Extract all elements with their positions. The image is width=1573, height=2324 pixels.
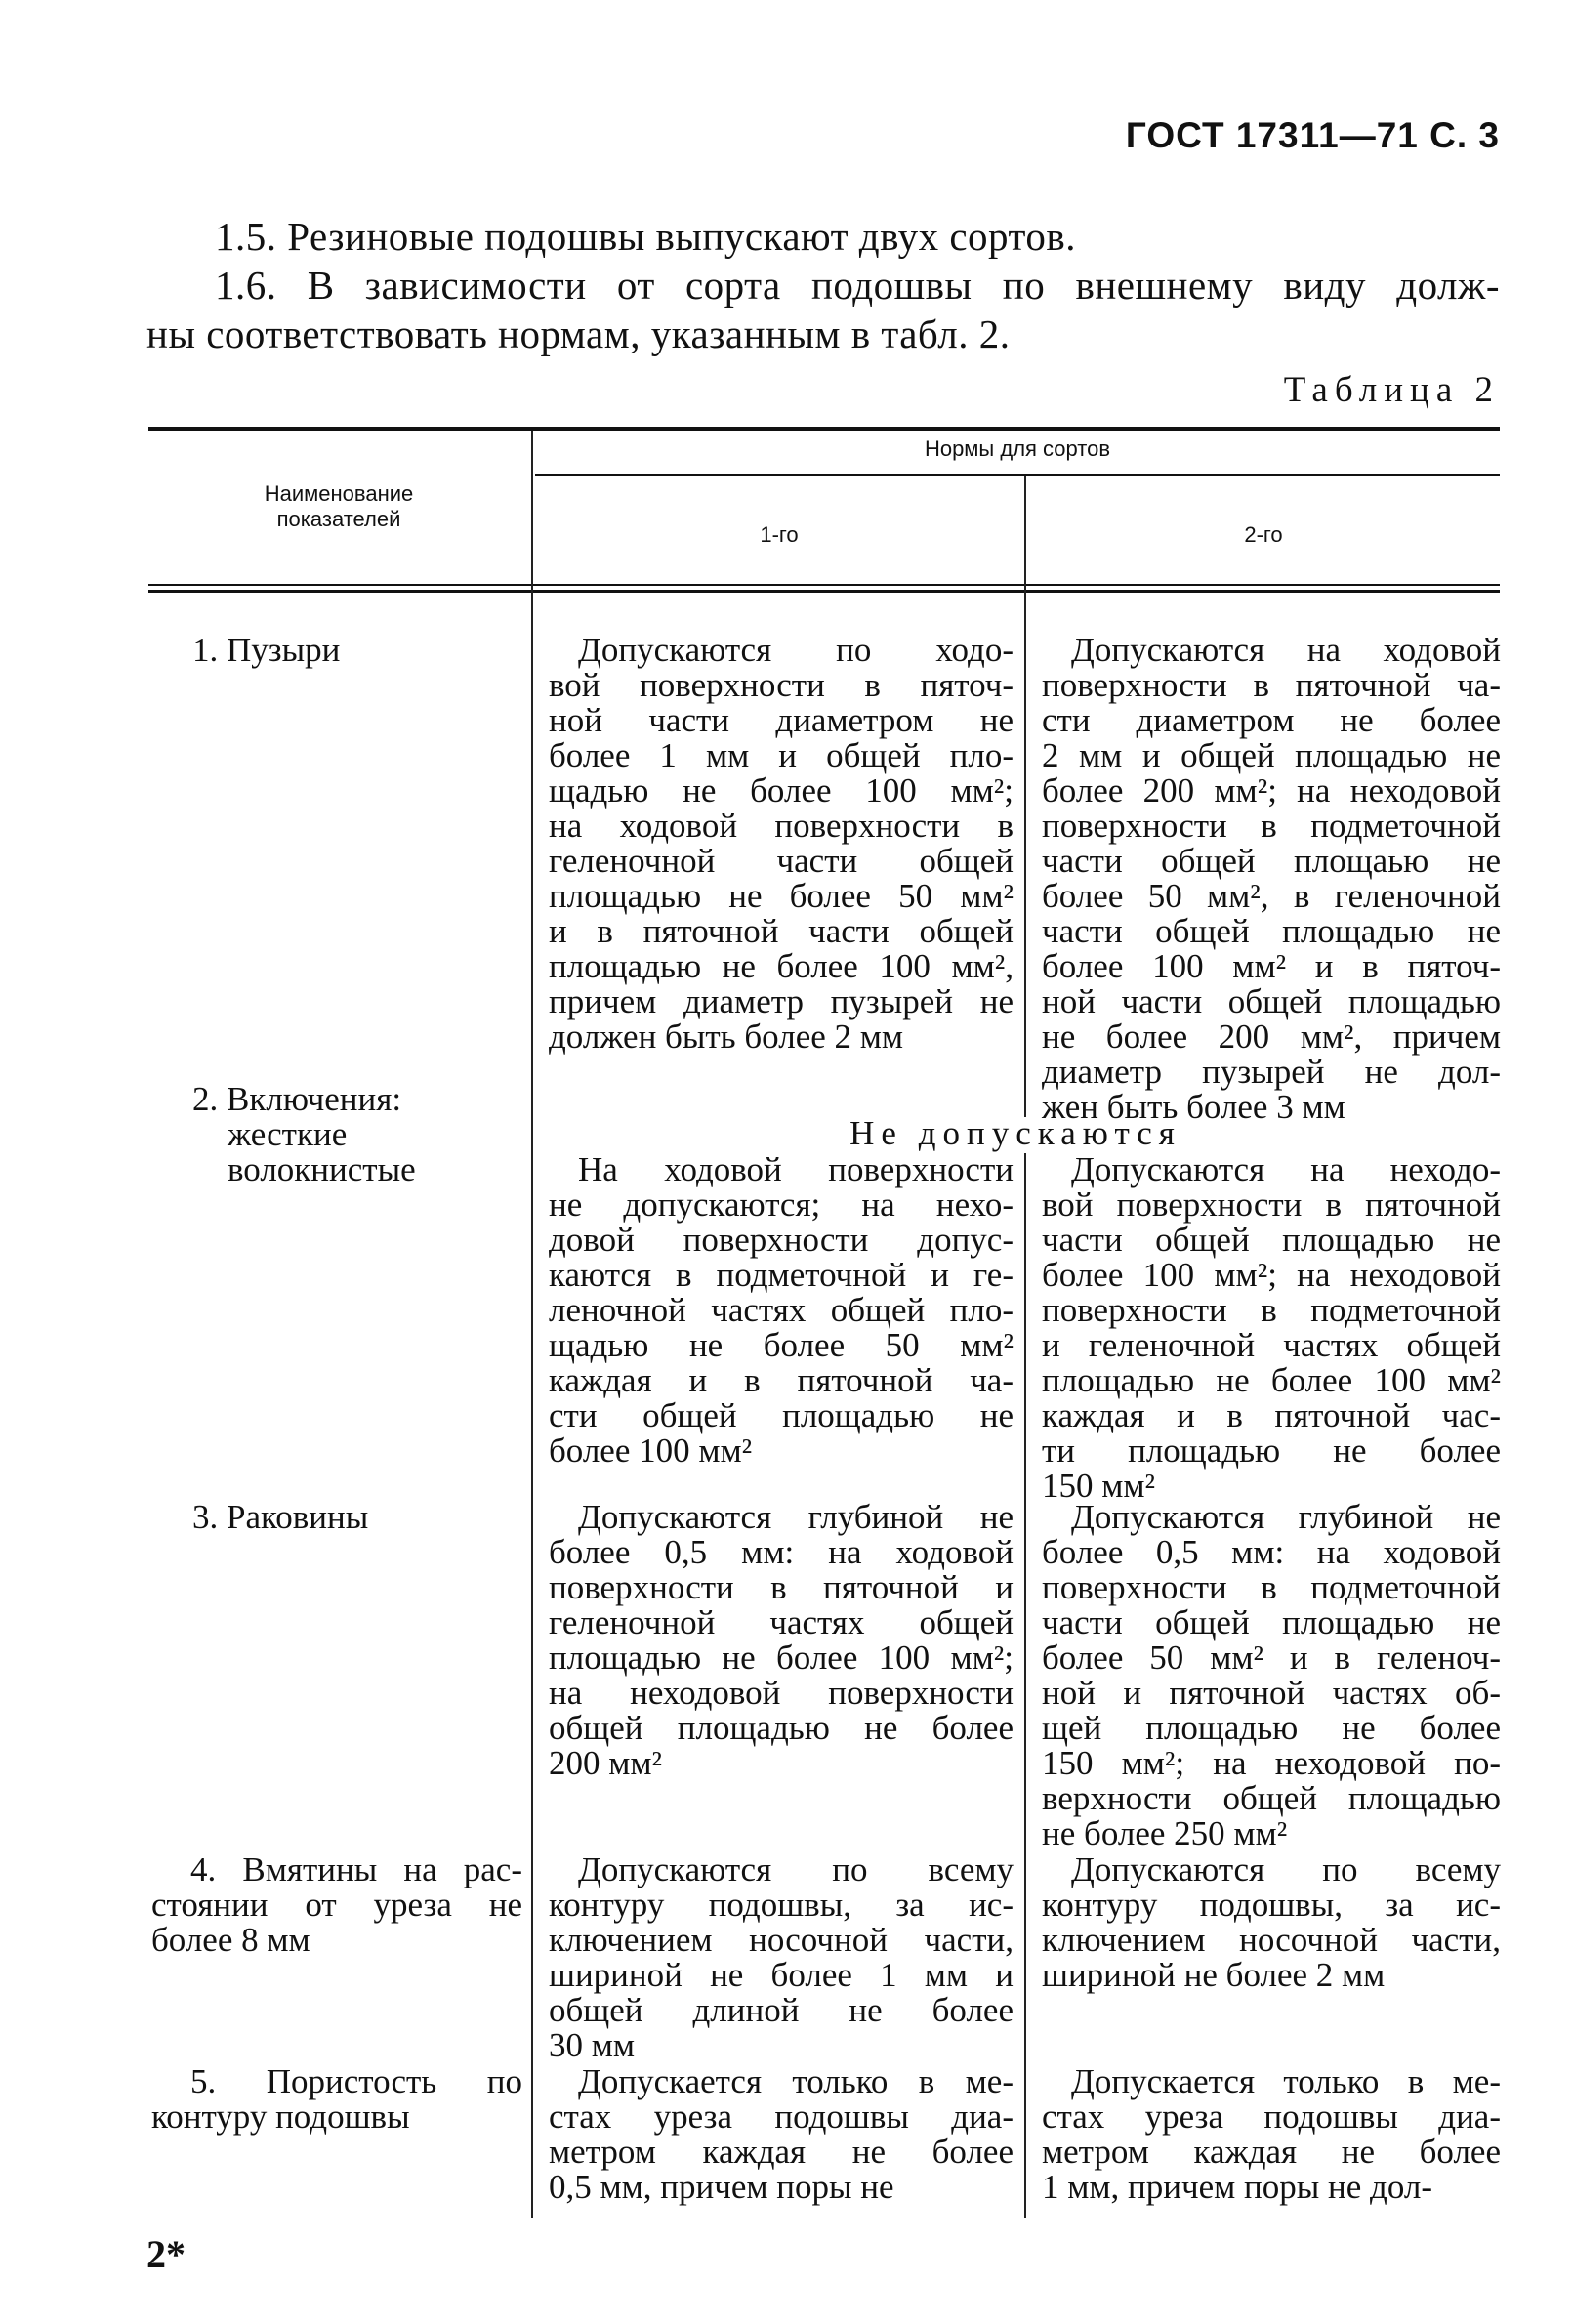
cell-line: поверхности в подметочной — [1042, 1568, 1501, 1606]
cell-line: более 100 мм² и в пяточ- — [1042, 947, 1501, 985]
cell-line: Допускается только в ме- — [1071, 2062, 1501, 2100]
row-5-name-line: 5. Пористость по — [190, 2062, 522, 2100]
cell-line: ключением носочной части, — [549, 1921, 1014, 1959]
cell-line: довой поверхности допус- — [549, 1221, 1014, 1259]
row-2-grade-2 — [1042, 1152, 1501, 1504]
cell-line: щей площадью не более — [1042, 1709, 1501, 1747]
cell-line: 2 мм и общей площадью не — [1042, 736, 1501, 774]
cell-line: контуру подошвы, за ис- — [1042, 1886, 1501, 1924]
cell-line: более 50 мм², в геленочной — [1042, 877, 1501, 915]
cell-line: жен быть более 3 мм — [1042, 1088, 1345, 1126]
cell-line: Допускается только в ме- — [578, 2062, 1014, 2100]
cell-line: вой поверхности в пяточной — [1042, 1185, 1501, 1224]
cell-line: щадью не более 50 мм² — [549, 1326, 1014, 1364]
cell-line: Допускаются по всему — [1071, 1850, 1501, 1888]
header-bottom-rule-2 — [148, 590, 1500, 593]
cell-line: вой поверхности в пяточ- — [549, 666, 1014, 704]
cell-line: стах уреза подошвы диа- — [549, 2097, 1014, 2136]
cell-line: 30 мм — [549, 2026, 636, 2064]
cell-line: Допускаются глубиной не — [1071, 1498, 1501, 1536]
paragraph-1-5: 1.5. Резиновые подошвы выпускают двух сортов. — [215, 214, 1076, 259]
header-norms: Нормы для сортов — [924, 436, 1111, 461]
cell-line: 150 мм² — [1042, 1467, 1156, 1505]
header-subrule — [535, 474, 1500, 476]
cell-line: Допускаются глубиной не — [578, 1498, 1014, 1536]
cell-line: Допускаются по ходо- — [578, 631, 1014, 669]
cell-line: более 0,5 мм: на ходовой — [549, 1533, 1014, 1571]
cell-line: каются в подметочной и ге- — [549, 1256, 1014, 1294]
cell-line: части общей площадью не — [1042, 1603, 1501, 1641]
row-1-name — [192, 633, 340, 668]
cell-line: более 100 мм²; на неходовой — [1042, 1256, 1501, 1294]
paragraph-1-6-line1: 1.6. В зависимости от сорта подошвы по внешнему виду долж- — [215, 263, 1500, 308]
cell-line: и в пяточной части общей — [549, 912, 1014, 950]
cell-line: каждая и в пяточной час- — [1042, 1396, 1501, 1434]
row-5-grade-1 — [549, 2064, 1014, 2205]
cell-line: диаметр пузырей не дол- — [1042, 1053, 1501, 1091]
cell-line: более 0,5 мм: на ходовой — [1042, 1533, 1501, 1571]
row-2-grade-1 — [549, 1152, 1014, 1469]
header-bottom-rule — [148, 584, 1500, 586]
header-grade-2: 2-го — [1244, 522, 1283, 547]
cell-line: сти диаметром не более — [1042, 701, 1501, 739]
row-1-grade-1 — [549, 633, 1014, 1055]
cell-line: не более 250 мм² — [1042, 1814, 1288, 1852]
cell-line: Допускаются на ходовой — [1071, 631, 1501, 669]
row-2-span-note: Не допускаются — [849, 1114, 1181, 1152]
cell-line: части общей площаью не — [1042, 842, 1501, 880]
row-2-name-line: волокнистые — [228, 1150, 416, 1188]
row-4-name-line: 4. Вмятины на рас- — [190, 1850, 522, 1888]
row-4-grade-1 — [549, 1852, 1014, 2063]
column-divider-2-lower — [1024, 1153, 1026, 2218]
cell-line: Допускаются по всему — [578, 1850, 1014, 1888]
row-3-grade-1 — [549, 1500, 1014, 1781]
cell-line: причем диаметр пузырей не — [549, 982, 1014, 1020]
row-2-name-line: 2. Включения: — [192, 1080, 402, 1118]
header-name-line1: Наименование — [264, 481, 414, 506]
cell-line: шириной не более 1 мм и — [549, 1956, 1014, 1994]
cell-line: шириной не более 2 мм — [1042, 1956, 1386, 1994]
cell-line: более 50 мм² и в геленоч- — [1042, 1639, 1501, 1677]
cell-line: стах уреза подошвы диа- — [1042, 2097, 1501, 2136]
cell-line: площадью не более 100 мм² — [1042, 1361, 1501, 1399]
row-1-name-line: 1. Пузыри — [192, 631, 341, 669]
cell-line: ной части общей площадью — [1042, 982, 1501, 1020]
cell-line: метром каждая не более — [549, 2133, 1014, 2171]
cell-line: площадью не более 100 мм²; — [549, 1639, 1014, 1677]
header-name-col — [148, 481, 529, 532]
cell-line: поверхности в пяточной и — [549, 1568, 1014, 1606]
row-1-grade-2 — [1042, 633, 1501, 1125]
header-grade-1: 1-го — [760, 522, 799, 547]
row-3-name-line: 3. Раковины — [192, 1498, 369, 1536]
row-5-name-line: контуру подошвы — [151, 2097, 410, 2136]
paragraph-1-6-line2: ны соответствовать нормам, указанным в табл. 2. — [146, 311, 1011, 356]
row-2-name-line: жесткие — [228, 1115, 348, 1153]
row-4-name-line: стоянии от уреза не — [151, 1886, 522, 1924]
cell-line: не более 200 мм², причем — [1042, 1017, 1501, 1056]
row-3-grade-2 — [1042, 1500, 1501, 1851]
cell-line: контуру подошвы, за ис- — [549, 1886, 1014, 1924]
cell-line: сти общей площадью не — [549, 1396, 1014, 1434]
cell-line: 0,5 мм, причем поры не — [549, 2168, 894, 2206]
row-4-grade-2 — [1042, 1852, 1501, 1993]
cell-line: и геленочной частях общей — [1042, 1326, 1501, 1364]
cell-line: должен быть более 2 мм — [549, 1017, 904, 1056]
cell-line: 150 мм²; на неходовой по- — [1042, 1744, 1501, 1782]
cell-line: леночной частях общей пло- — [549, 1291, 1014, 1329]
row-5-grade-2 — [1042, 2064, 1501, 2205]
cell-line: Допускаются на неходо- — [1071, 1150, 1501, 1188]
cell-line: на ходовой поверхности в — [549, 807, 1014, 845]
cell-line: не допускаются; на нехо- — [549, 1185, 1014, 1224]
table-caption: Таблица 2 — [1283, 370, 1500, 410]
cell-line: щадью не более 100 мм²; — [549, 771, 1014, 809]
cell-line: ной части диаметром не — [549, 701, 1014, 739]
page-footer-mark: 2* — [146, 2232, 186, 2276]
cell-line: ной и пяточной частях об- — [1042, 1674, 1501, 1712]
table-top-rule — [148, 427, 1500, 431]
cell-line: ключением носочной части, — [1042, 1921, 1501, 1959]
row-5-name — [151, 2064, 522, 2135]
cell-line: площадью не более 100 мм², — [549, 947, 1014, 985]
cell-line: части общей площадью не — [1042, 912, 1501, 950]
cell-line: более 200 мм²; на неходовой — [1042, 771, 1501, 809]
column-divider-1 — [531, 431, 533, 2218]
cell-line: на неходовой поверхности — [549, 1674, 1014, 1712]
cell-line: каждая и в пяточной ча- — [549, 1361, 1014, 1399]
column-divider-2-upper — [1024, 476, 1026, 1117]
row-2-name — [192, 1082, 416, 1187]
cell-line: поверхности в подметочной — [1042, 1291, 1501, 1329]
page-header: ГОСТ 17311—71 С. 3 — [1125, 115, 1500, 155]
cell-line: общей площадью не более — [549, 1709, 1014, 1747]
cell-line: ти площадью не более — [1042, 1432, 1501, 1470]
cell-line: 1 мм, причем поры не дол- — [1042, 2168, 1433, 2206]
cell-line: геленочной частях общей — [549, 1603, 1014, 1641]
header-name-line2: показателей — [276, 507, 401, 531]
cell-line: поверхности в пяточной ча- — [1042, 666, 1501, 704]
cell-line: общей длиной не более — [549, 1991, 1014, 2029]
cell-line: метром каждая не более — [1042, 2133, 1501, 2171]
cell-line: верхности общей площадью — [1042, 1779, 1501, 1817]
cell-line: геленочной части общей — [549, 842, 1014, 880]
row-4-name — [151, 1852, 522, 1958]
cell-line: 200 мм² — [549, 1744, 663, 1782]
cell-line: площадью не более 50 мм² — [549, 877, 1014, 915]
cell-line: части общей площадью не — [1042, 1221, 1501, 1259]
row-4-name-line: более 8 мм — [151, 1921, 310, 1959]
cell-line: более 100 мм² — [549, 1432, 753, 1470]
cell-line: более 1 мм и общей пло- — [549, 736, 1014, 774]
row-3-name — [192, 1500, 368, 1535]
cell-line: На ходовой поверхности — [578, 1150, 1014, 1188]
cell-line: поверхности в подметочной — [1042, 807, 1501, 845]
